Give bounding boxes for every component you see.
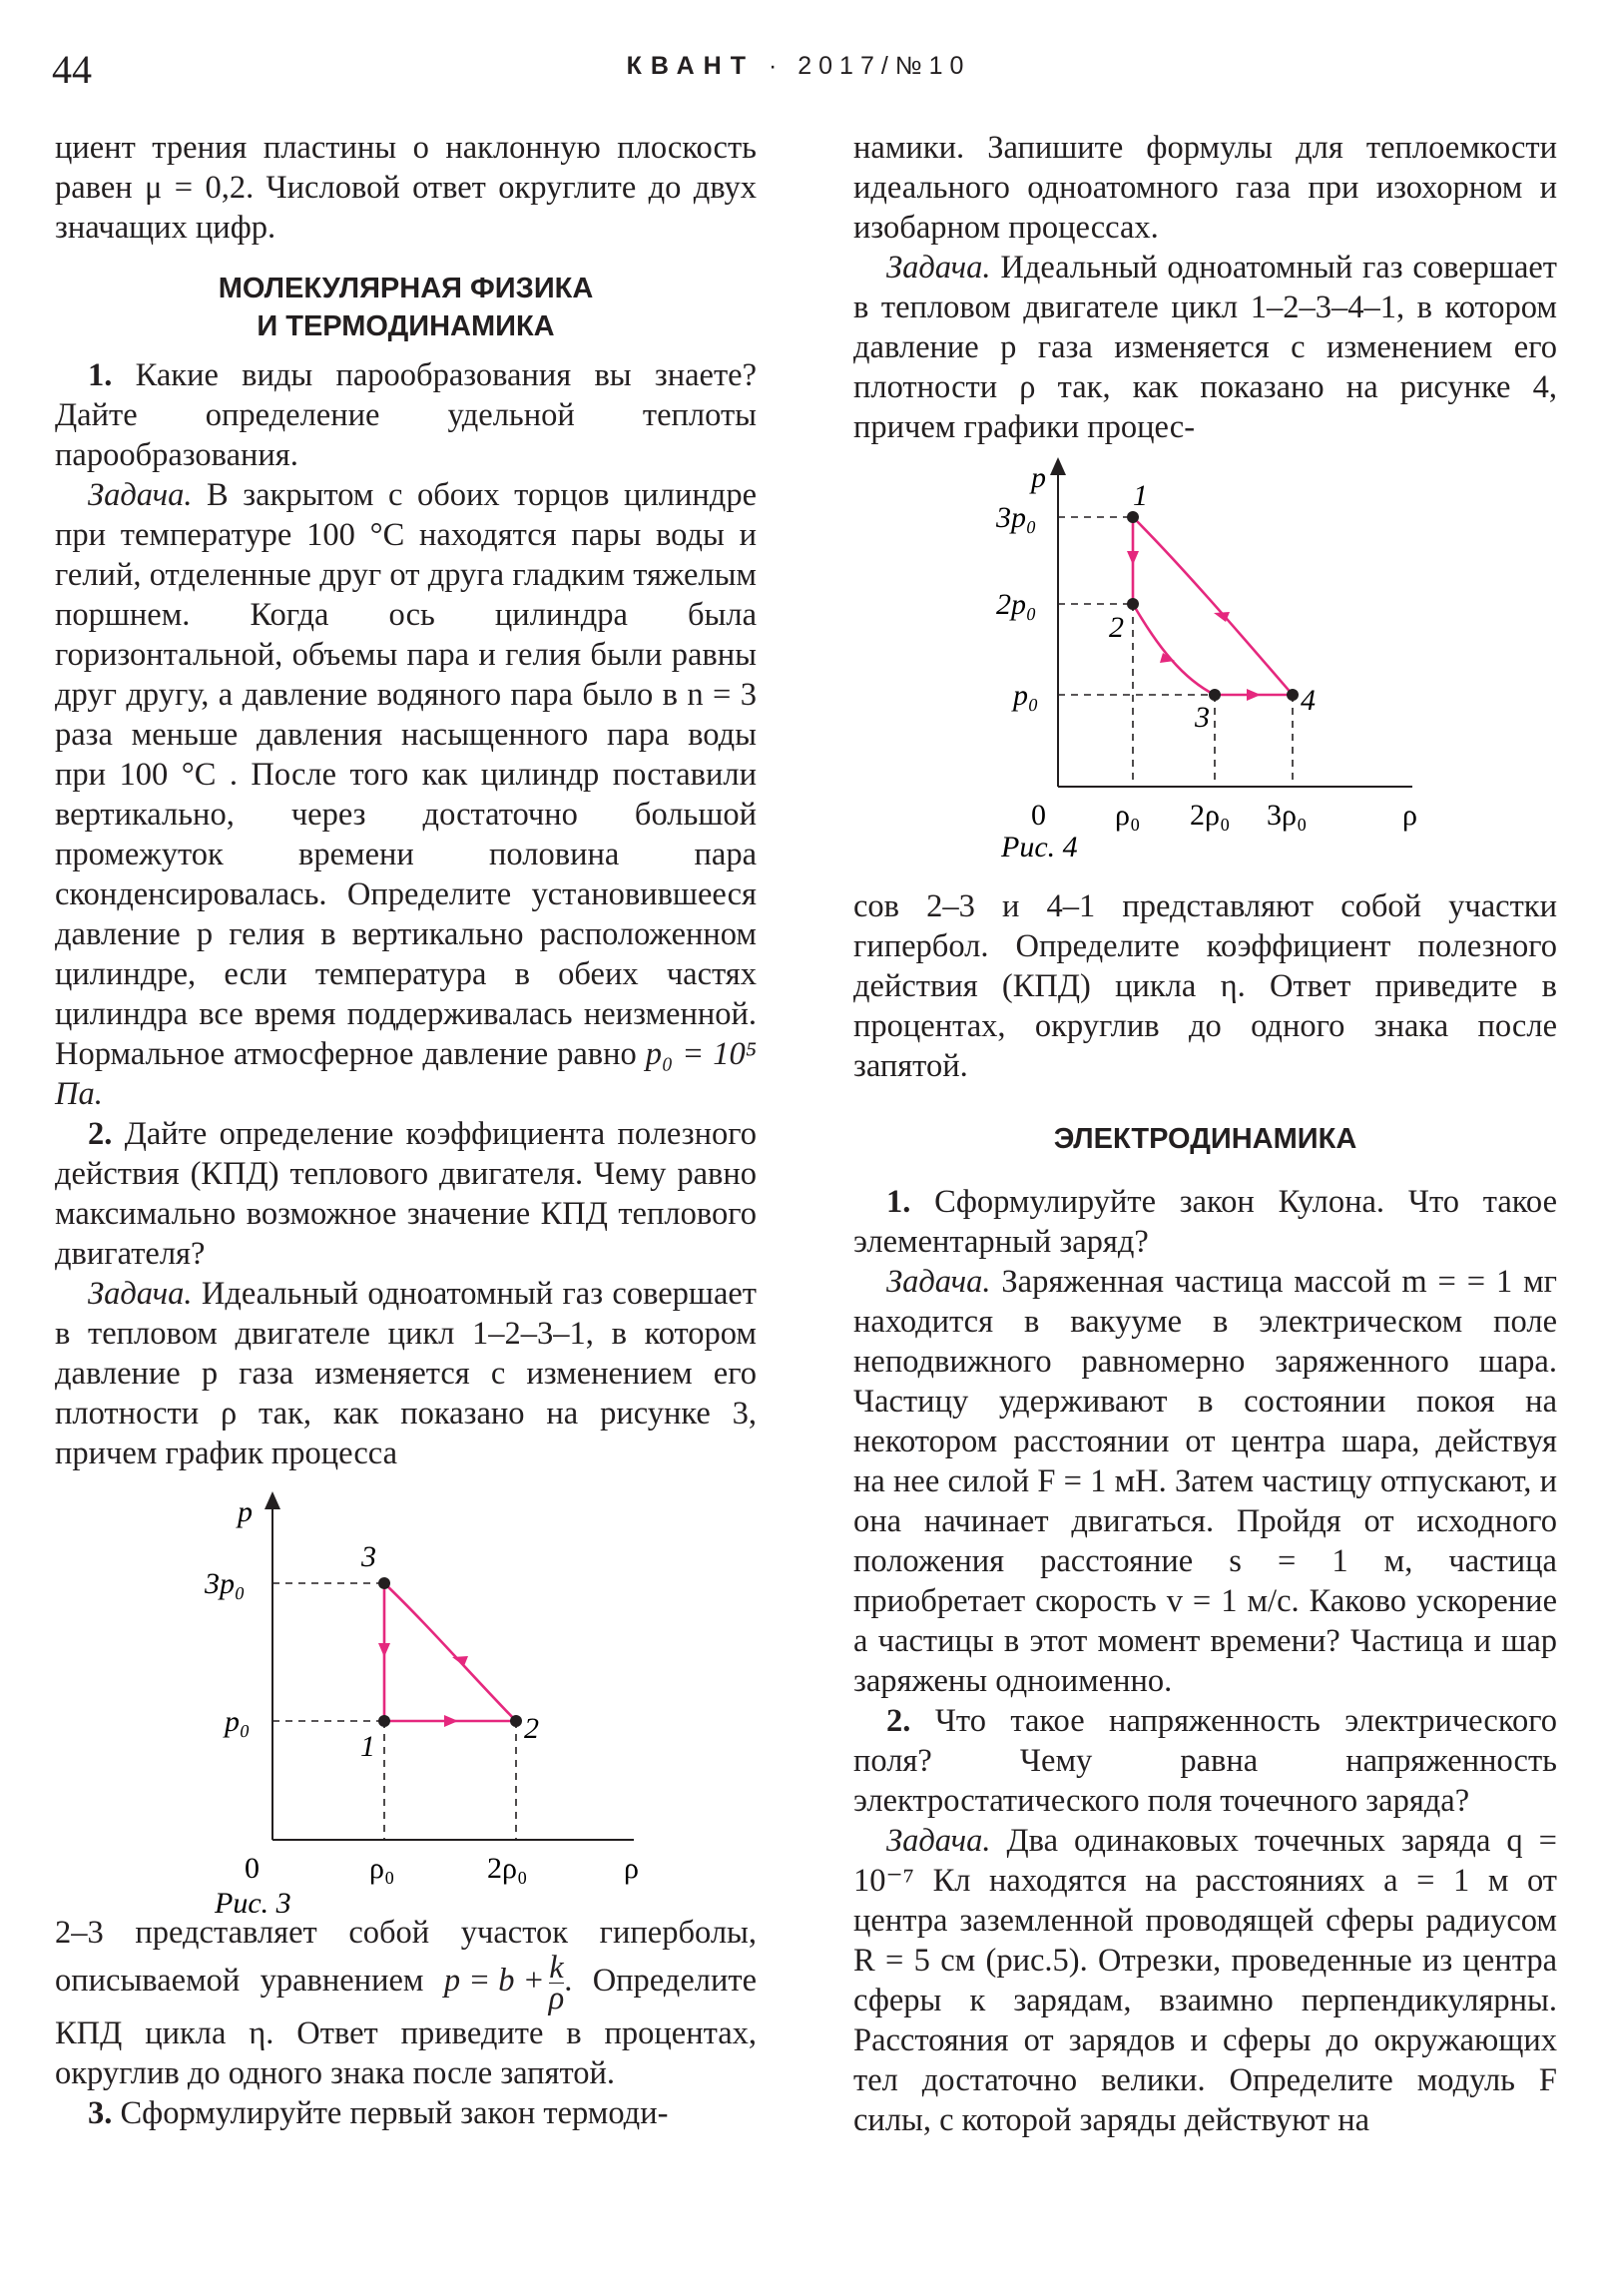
task-3 [853, 248, 1557, 447]
question-text: Какие виды парообразования вы знаете? Дайте определение удельной теплоты парообразования. [55, 357, 757, 473]
e-question-1 [853, 1182, 1557, 1262]
task-text: 2–3 представляет собой участок гиперболы, описываемой уравнением [55, 1915, 757, 1999]
hyperbola-formula [443, 1950, 565, 2016]
origin-label: 0 [245, 1852, 260, 1885]
issue-number: 2017/№10 [798, 52, 971, 80]
page-number: 44 [52, 47, 92, 92]
e-question-2 [853, 1701, 1557, 1821]
task-label: Задача. [88, 477, 193, 513]
task-text-end: . Определите КПД цикла η. Ответ приведите в процентах, округлив до одного знака после запятой. [55, 1962, 758, 2091]
task-2-continued [55, 1913, 757, 2093]
question-number: 3. [88, 2095, 113, 2131]
point-label-3: 3 [361, 1540, 376, 1573]
task-label: Задача. [88, 1276, 193, 1312]
paragraph-continuation: циент трения пластины о наклонную плоскость равен μ = 0,2. Числовой ответ округлите до двух значащих цифр. [55, 130, 757, 246]
xtick-rho0: ρ₀ [1115, 799, 1141, 832]
formula-lhs: p = b + [443, 1962, 545, 1999]
arrow-3-4 [1247, 689, 1261, 701]
point-label-1: 1 [360, 1730, 375, 1763]
right-column [853, 128, 1557, 2140]
process-2-3 [1133, 604, 1215, 695]
point-1 [378, 1715, 390, 1727]
question-text: Что такое напряженность электрического поля? Чему равна напряженность электростатического поля точечного заряда? [853, 1703, 1557, 1819]
task-label: Задача. [886, 1823, 991, 1859]
arrow-1-2 [444, 1715, 458, 1727]
task-formula: p₀ = 10⁵ Па. [55, 1036, 758, 1112]
arrow-1-2 [1127, 551, 1139, 565]
point-label-2: 2 [524, 1712, 539, 1745]
point-label-3: 3 [1195, 701, 1210, 734]
question-text: Сформулируйте первый закон термоди- [120, 2095, 669, 2131]
section-title: ЭЛЕКТРОДИНАМИКА [1053, 1123, 1357, 1155]
section-title-line2: И ТЕРМОДИНАМИКА [257, 310, 555, 342]
header-separator: · [768, 52, 785, 80]
task-text: Идеальный одноатомный газ совершает в тепловом двигателе цикл 1–2–3–1, в котором давление p газа изменяется с изменением его плотности ρ так, как показано на рисунке 3, причем график процесса [55, 1276, 758, 1471]
ytick-p0: p₀ [1013, 679, 1039, 712]
formula-numerator: k [549, 1950, 564, 1986]
formula-denominator: ρ [548, 1981, 565, 2016]
task-text: В закрытом с обоих торцов цилиндре при температуре 100 °С находятся пары воды и гелий, отделенные друг от друга гладким тяжелым поршнем. Когда ось цилиндра была горизонтальной, объемы пара и гелия были равны друг другу, а давление водяного пара было в n = 3 раза меньше давления насыщенного пара воды при 100 °С . После того как цилиндр поставили вертикально, через достаточно большой промежуток времени половина пара сконденсировалась. Определите установившееся давление p гелия в вертикально расположенном цилиндре, если температура в обеих частях цилиндра все время поддерживалась неизменной. Нормальное атмосферное давление равно [55, 477, 757, 1072]
point-2 [1127, 598, 1139, 610]
axis-label-rho: ρ [624, 1852, 639, 1885]
xtick-2rho0: 2ρ₀ [1190, 799, 1231, 832]
xtick-rho0: ρ₀ [369, 1852, 395, 1885]
process-4-1 [1133, 517, 1293, 695]
task-1 [55, 475, 757, 1114]
question-text: Сформулируйте закон Кулона. Что такое элементарный заряд? [853, 1184, 1557, 1260]
xtick-2rho0: 2ρ₀ [487, 1852, 528, 1885]
figure-4 [853, 447, 1557, 866]
axis-label-p: p [238, 1495, 253, 1528]
question-number: 1. [886, 1184, 911, 1220]
running-header [0, 52, 1597, 81]
magazine-title: КВАНТ [626, 52, 756, 80]
question-2 [55, 1114, 757, 1274]
process-2-3 [384, 1583, 516, 1721]
figure-3 [55, 1473, 757, 1913]
task-text: Два одинаковых точечных заряда q = 10⁻⁷ Кл находятся на расстояниях a = 1 м от центра заземленной проводящей сферы радиусом R = 5 см (рис.5). Отрезки, проведенные из центра сферы к зарядам, взаимно перпендикулярны. Расстояния от зарядов и сферы до окружающих тел достаточно велики. Определите модуль F силы, с которой заряды действуют на [853, 1823, 1557, 2138]
arrow-3-1 [378, 1643, 390, 1657]
point-2 [510, 1715, 522, 1727]
task-label: Задача. [886, 1264, 991, 1300]
task-2 [55, 1274, 757, 1473]
ytick-2p0: 2p₀ [996, 588, 1037, 621]
point-3 [378, 1577, 390, 1589]
axis-label-rho: ρ [1402, 799, 1417, 832]
figure-caption: Рис. 4 [1001, 831, 1078, 863]
arrow-2-3 [452, 1656, 468, 1666]
question-3 [55, 2093, 757, 2133]
ytick-3p0: 3p₀ [996, 501, 1037, 534]
question-text: Дайте определение коэффициента полезного действия (КПД) теплового двигателя. Чему равно максимально возможное значение КПД теплового двигателя? [55, 1116, 757, 1272]
e-task-2 [853, 1821, 1557, 2140]
paragraph-continuation: намики. Запишите формулы для теплоемкости идеального одноатомного газа при изохорном и изобарном процессах. [853, 130, 1557, 246]
left-column [55, 128, 757, 2133]
ytick-p0: p₀ [225, 1705, 251, 1738]
point-4 [1287, 689, 1299, 701]
task-label: Задача. [886, 250, 991, 286]
point-label-4: 4 [1301, 684, 1316, 717]
question-number: 2. [886, 1703, 911, 1739]
task-text: Идеальный одноатомный газ совершает в тепловом двигателе цикл 1–2–3–4–1, в котором давление p газа изменяется с изменением его плотности ρ так, как показано на рисунке 4, причем графики процес- [853, 250, 1558, 445]
axis-label-p: p [1031, 461, 1046, 494]
task-3-continued: сов 2–3 и 4–1 представляют собой участки гипербол. Определите коэффициент полезного действия (КПД) цикла η. Ответ приведите в процентах, округлив до одного знака после запятой. [853, 888, 1557, 1084]
origin-label: 0 [1031, 799, 1046, 832]
question-1 [55, 355, 757, 475]
question-number: 2. [88, 1116, 113, 1152]
e-task-1 [853, 1262, 1557, 1701]
question-number: 1. [88, 357, 113, 393]
figure-caption: Рис. 3 [215, 1887, 291, 1913]
point-3 [1209, 689, 1221, 701]
point-1 [1127, 511, 1139, 523]
point-label-1: 1 [1133, 479, 1148, 512]
xtick-3rho0: 3ρ₀ [1267, 799, 1308, 832]
ytick-3p0: 3p₀ [205, 1567, 246, 1600]
point-label-2: 2 [1109, 611, 1124, 644]
task-text: Заряженная частица массой m = = 1 мг находится в вакууме в электрическом поле неподвижного равномерно заряженного шара. Частицу удерживают в состоянии покоя на некотором расстоянии от центра шара, действуя на нее силой F = 1 мН. Затем частицу отпускают, и она начинает двигаться. Пройдя от исходного положения расстояние s = 1 м, частица приобретает скорость v = 1 м/с. Каково ускорение a частицы в этот момент времени? Частица и шар заряжены одноименно. [853, 1264, 1557, 1699]
section-title-line1: МОЛЕКУЛЯРНАЯ ФИЗИКА [218, 273, 594, 304]
